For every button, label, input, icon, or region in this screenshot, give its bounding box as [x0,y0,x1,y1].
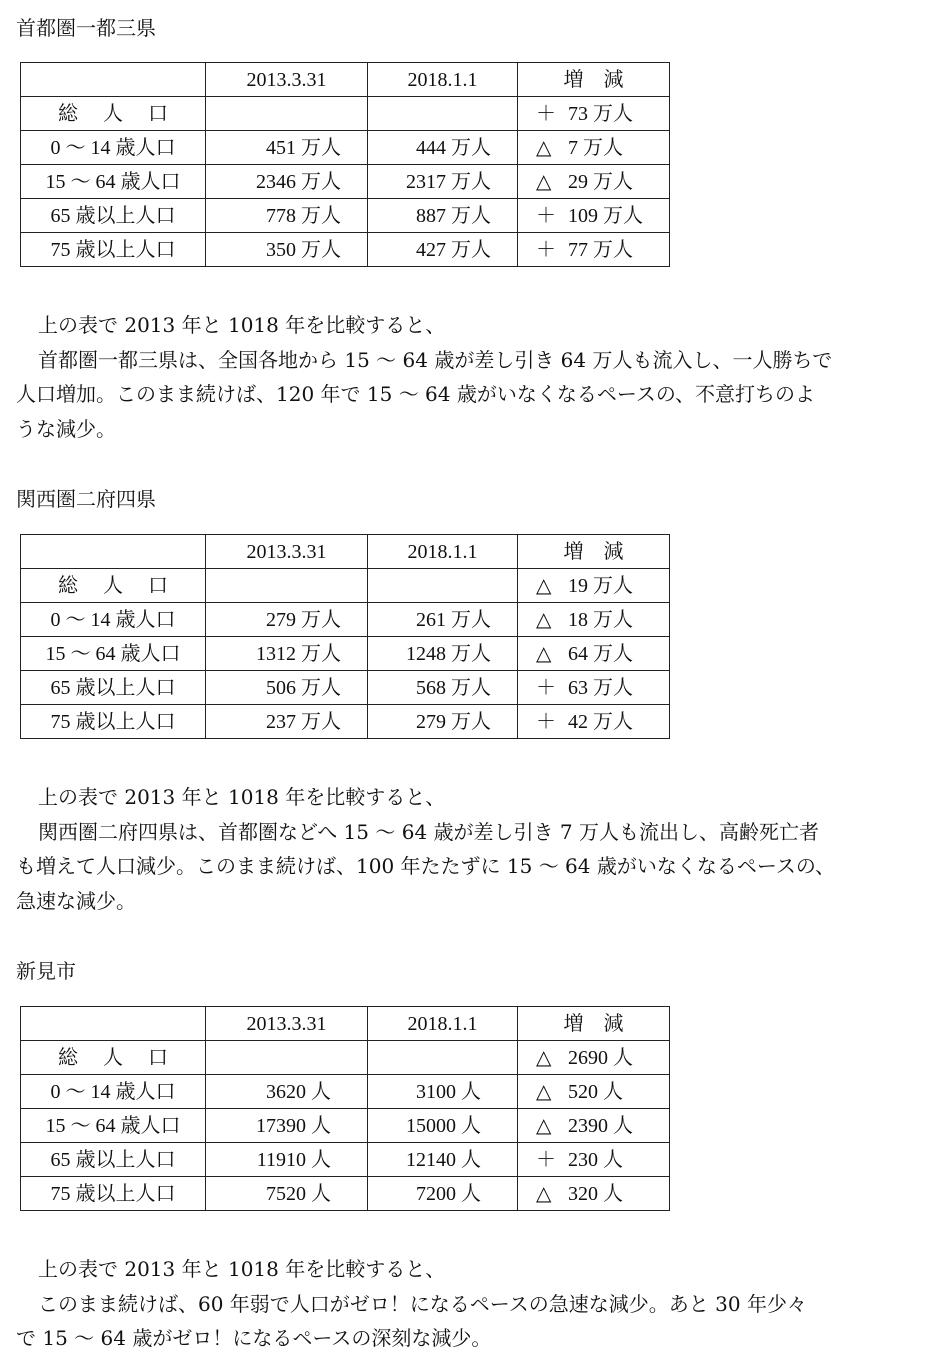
section-title-kansai: 関西圏二府四県 [16,487,156,511]
value-2013 [206,569,368,603]
paragraph-line: このまま続けば、60 年弱で人口がゼロ！になるペースの急速な減少。あと 30 年少々 [38,1291,807,1316]
header-2018: 2018.1.1 [368,535,518,569]
row-label: 75 歳以上人口 [21,705,206,739]
change-value: 320 人 [568,1182,623,1205]
paragraph-line: も増えて人口減少。このまま続けば、100 年たたずに 15 〜 64 歳がいなくなるペースの、 [16,854,836,878]
row-label: 65 歳以上人口 [21,199,206,233]
value-2013: 11910 人 [206,1143,368,1177]
change-value: 64 万人 [568,642,633,665]
paragraph-line: 上の表で 2013 年と 1018 年を比較すると、 [38,1257,446,1281]
change-cell [518,165,670,199]
change-cell [518,131,670,165]
value-2013: 17390 人 [206,1109,368,1143]
table-row-75-plus [21,1177,670,1211]
change-sign: △ [536,642,552,665]
paragraph-line: で 15 〜 64 歳がゼロ！になるペースの深刻な減少。 [16,1326,492,1350]
paragraph-line: 首都圏一都三県は、全国各地から 15 〜 64 歳が差し引き 64 万人も流入し、一人勝ちで [38,347,833,372]
value-2013: 778 万人 [206,199,368,233]
header-2013: 2013.3.31 [206,63,368,97]
paragraph-line: 人口増加。このまま続けば、120 年で 15 〜 64 歳がいなくなるペースの、不意打ちのよ [16,382,816,406]
table-row-total [21,97,670,131]
header-2018: 2018.1.1 [368,63,518,97]
change-sign: △ [536,574,552,597]
table-row-total [21,1041,670,1075]
population-table-shutoken [20,62,670,267]
change-value: 42 万人 [568,710,633,733]
change-sign: ＋ [536,676,556,699]
table-header-row [21,1007,670,1041]
row-label: 0 〜 14 歳人口 [21,131,206,165]
change-sign: △ [536,1046,552,1069]
value-2018: 279 万人 [368,705,518,739]
header-change: 増 減 [518,63,670,97]
table-row-75-plus [21,233,670,267]
row-label: 総 人 口 [21,1041,206,1075]
paragraph-line: うな減少。 [16,416,116,441]
change-value: 230 人 [568,1148,623,1171]
row-label: 0 〜 14 歳人口 [21,603,206,637]
change-cell [518,1177,670,1211]
row-label: 15 〜 64 歳人口 [21,165,206,199]
value-2013: 506 万人 [206,671,368,705]
value-2013: 350 万人 [206,233,368,267]
table-row-15-64 [21,1109,670,1143]
change-value: 18 万人 [568,608,633,631]
row-label: 15 〜 64 歳人口 [21,637,206,671]
table-header-row [21,535,670,569]
header-2018: 2018.1.1 [368,1007,518,1041]
change-sign: ＋ [536,710,556,733]
header-empty [21,1007,206,1041]
value-2013 [206,1041,368,1075]
change-value: 77 万人 [568,238,633,261]
table-row-15-64 [21,165,670,199]
change-value: 19 万人 [568,574,633,597]
change-sign: △ [536,608,552,631]
change-cell [518,1075,670,1109]
population-table-kansai [20,534,670,739]
value-2018: 887 万人 [368,199,518,233]
change-cell [518,1143,670,1177]
value-2018: 3100 人 [368,1075,518,1109]
change-sign: ＋ [536,102,556,125]
value-2018: 12140 人 [368,1143,518,1177]
change-sign: ＋ [536,204,556,227]
value-2013: 451 万人 [206,131,368,165]
row-label: 0 〜 14 歳人口 [21,1075,206,1109]
table-row-0-14 [21,1075,670,1109]
change-cell [518,199,670,233]
change-sign: ＋ [536,1148,556,1171]
value-2013 [206,97,368,131]
change-value: 73 万人 [568,102,633,125]
change-sign: △ [536,1182,552,1205]
value-2013: 237 万人 [206,705,368,739]
value-2018: 444 万人 [368,131,518,165]
change-cell [518,705,670,739]
table-row-65-plus [21,671,670,705]
value-2013: 7520 人 [206,1177,368,1211]
value-2013: 279 万人 [206,603,368,637]
paragraph-line: 関西圏二府四県は、首都圏などへ 15 〜 64 歳が差し引き 7 万人も流出し、高齢死亡者 [38,819,819,844]
section-title-niimi: 新見市 [16,959,76,983]
header-change: 増 減 [518,535,670,569]
analysis-paragraph-shutoken [16,308,930,446]
change-value: 2690 人 [568,1046,633,1069]
row-label: 総 人 口 [21,97,206,131]
row-label: 75 歳以上人口 [21,233,206,267]
change-sign: △ [536,1080,552,1103]
change-value: 29 万人 [568,170,633,193]
value-2013: 2346 万人 [206,165,368,199]
value-2018 [368,1041,518,1075]
row-label: 65 歳以上人口 [21,671,206,705]
change-cell [518,603,670,637]
change-cell [518,1109,670,1143]
change-cell [518,637,670,671]
row-label: 75 歳以上人口 [21,1177,206,1211]
paragraph-line: 上の表で 2013 年と 1018 年を比較すると、 [38,313,446,337]
value-2013: 1312 万人 [206,637,368,671]
change-sign: △ [536,1114,552,1137]
value-2018: 15000 人 [368,1109,518,1143]
change-sign: ＋ [536,238,556,261]
header-empty [21,63,206,97]
value-2013: 3620 人 [206,1075,368,1109]
value-2018: 427 万人 [368,233,518,267]
table-header-row [21,63,670,97]
header-empty [21,535,206,569]
change-cell [518,671,670,705]
change-cell [518,569,670,603]
paragraph-line: 上の表で 2013 年と 1018 年を比較すると、 [38,785,446,809]
table-row-65-plus [21,1143,670,1177]
table-row-total [21,569,670,603]
change-sign: △ [536,170,552,193]
value-2018 [368,569,518,603]
value-2018: 1248 万人 [368,637,518,671]
analysis-paragraph-kansai [16,780,930,918]
paragraph-line: 急速な減少。 [16,888,136,913]
value-2018: 568 万人 [368,671,518,705]
analysis-paragraph-niimi [16,1252,930,1356]
table-row-65-plus [21,199,670,233]
change-cell [518,1041,670,1075]
table-row-75-plus [21,705,670,739]
change-value: 7 万人 [568,136,623,159]
change-sign: △ [536,136,552,159]
header-2013: 2013.3.31 [206,535,368,569]
header-2013: 2013.3.31 [206,1007,368,1041]
row-label: 総 人 口 [21,569,206,603]
change-value: 520 人 [568,1080,623,1103]
value-2018: 261 万人 [368,603,518,637]
change-value: 63 万人 [568,676,633,699]
population-table-niimi [20,1006,670,1211]
row-label: 15 〜 64 歳人口 [21,1109,206,1143]
table-row-0-14 [21,131,670,165]
table-row-0-14 [21,603,670,637]
header-change: 増 減 [518,1007,670,1041]
change-cell [518,233,670,267]
value-2018: 2317 万人 [368,165,518,199]
table-row-15-64 [21,637,670,671]
value-2018 [368,97,518,131]
change-value: 109 万人 [568,204,643,227]
change-value: 2390 人 [568,1114,633,1137]
section-title-shutoken: 首都圏一都三県 [16,16,156,40]
change-cell [518,97,670,131]
row-label: 65 歳以上人口 [21,1143,206,1177]
value-2018: 7200 人 [368,1177,518,1211]
